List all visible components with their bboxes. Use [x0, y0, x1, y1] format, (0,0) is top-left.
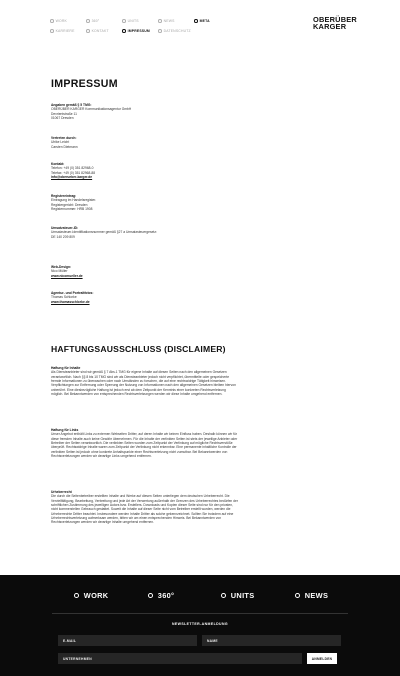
email-field-label: E-MAIL	[63, 638, 77, 643]
circle-icon	[122, 29, 126, 33]
nav-item-label: WORK	[55, 19, 67, 23]
circle-icon	[221, 593, 226, 598]
photos-label: Agentur- und Portraitfotos:	[51, 291, 94, 295]
contact-fax: Telefax: +49 (0) 351 82968-88	[51, 170, 96, 175]
nav-item-label: META	[199, 19, 210, 23]
footer-nav-label: UNITS	[230, 591, 255, 600]
logo[interactable]	[313, 16, 357, 30]
circle-icon	[122, 19, 126, 23]
circle-icon	[86, 29, 90, 33]
webdesign-label: Web-Design:	[51, 265, 72, 269]
nav-item-label: IMPRESSUM	[127, 29, 150, 33]
vat-block	[51, 226, 301, 239]
vat-line: DE 140 209 809	[51, 234, 75, 239]
name-field-label: NAME	[207, 638, 218, 643]
disclaimer-section-copyright	[51, 490, 301, 525]
nav-item-news[interactable]	[158, 19, 185, 23]
register-block	[51, 194, 301, 211]
tmg-line: OBERÜBER KARGER Kommunikationsagentur GmbH	[51, 107, 132, 112]
company-field[interactable]	[58, 653, 302, 664]
disclaimer-section-content	[51, 366, 301, 396]
tmg-line: Devrientstraße 11	[51, 111, 77, 116]
vat-line: Umsatzsteuer-Identifikationsnummer gemäß §27 a Umsatzsteuergesetz:	[51, 230, 157, 235]
webdesign-name: Nico Müller	[51, 269, 68, 274]
footer-nav-label: WORK	[83, 591, 109, 600]
circle-icon	[148, 593, 153, 598]
nav-item-meta[interactable]	[194, 19, 221, 23]
tmg-line: 01067 Dresden	[51, 116, 74, 121]
nav-item-label: DATENSCHUTZ	[163, 29, 191, 33]
webdesign-link[interactable]: www.nicomueller.de	[51, 273, 83, 278]
circle-icon	[50, 19, 54, 23]
disclaimer-section-links	[51, 428, 301, 458]
contact-block	[51, 162, 301, 179]
register-line: Registergericht: Dresden	[51, 202, 88, 207]
nav-item-work[interactable]	[50, 19, 77, 23]
contact-email-link[interactable]: info@oberueber-karger.de	[51, 175, 93, 180]
photos-link[interactable]: www.thomasschlorke.de	[51, 299, 90, 304]
nav-item-label: KARRIERE	[55, 29, 75, 33]
represented-label: Vertreten durch:	[51, 136, 77, 140]
nav-item-kontakt[interactable]	[86, 29, 113, 33]
section-text: Als Diensteanbieter sind wir gemäß § 7 Abs.1 TMG für eigene Inhalte auf diesen Seiten nach den allgemeinen Gesetzen verantwortlich. Nach §§ 8 bis 10 TMG sind wir als Diensteanbieter jedoch nicht verpflichtet, übermittelte oder gespeicherte fremde Informationen zu überwachen oder nach Umständen zu forschen, die auf eine rechtswidrige Tätigkeit hinweisen. Verpflichtungen zur Entfernung oder Sperrung der Nutzung von Informationen nach den allgemeinen Gesetzen bleiben hiervon unberührt. Eine diesbezügliche Haftung ist jedoch erst ab dem Zeitpunkt der Kenntnis einer konkreten Rechtsverletzung möglich. Bei Bekanntwerden von entsprechenden Rechtsverletzungen werden wir diese Inhalte umgehend entfernen.	[51, 370, 236, 397]
nav-item-units[interactable]	[122, 19, 149, 23]
circle-icon	[295, 593, 300, 598]
circle-icon	[50, 29, 54, 33]
represented-line: Carsten Dietmann	[51, 144, 78, 149]
site-header	[0, 0, 400, 60]
webdesign-block	[51, 265, 301, 278]
register-line: Eintragung im Handelsregister.	[51, 198, 97, 203]
nav-row-secondary	[50, 26, 250, 36]
nav-item-impressum[interactable]	[122, 29, 149, 33]
circle-icon	[158, 29, 162, 33]
logo-line-1: OBERÜBER	[313, 15, 357, 24]
page-title: IMPRESSUM	[51, 78, 118, 90]
name-field[interactable]	[202, 635, 341, 646]
footer-divider	[52, 613, 348, 614]
email-field[interactable]	[58, 635, 197, 646]
disclaimer-title: HAFTUNGSAUSSCHLUSS (DISCLAIMER)	[51, 344, 226, 354]
subscribe-button[interactable]: ANMELDEN	[307, 653, 337, 664]
footer-nav-label: NEWS	[304, 591, 329, 600]
nav-item-datenschutz[interactable]	[158, 29, 191, 33]
contact-label: Kontakt:	[51, 162, 65, 166]
nav-row-primary	[50, 16, 250, 26]
circle-icon	[74, 593, 79, 598]
newsletter-title: NEWSLETTER-ANMELDUNG	[171, 622, 229, 626]
vat-label: Umsatzsteuer-ID:	[51, 226, 79, 230]
section-text: Unser Angebot enthält Links zu externen Webseiten Dritter, auf deren Inhalte wir keinen Einfluss haben. Deshalb können wir für diese fremden Inhalte auch keine Gewähr übernehmen. Für die Inhalte der verlinkten Seiten ist stets der jeweilige Anbieter oder Betreiber der Seiten verantwortlich. Die verlinkten Seiten wurden zum Zeitpunkt der Verlinkung auf mögliche Rechtsverstöße überprüft. Rechtswidrige Inhalte waren zum Zeitpunkt der Verlinkung nicht erkennbar. Eine permanente inhaltliche Kontrolle der verlinkten Seiten ist jedoch ohne konkrete Anhaltspunkte einer Rechtsverletzung nicht zumutbar. Bei Bekanntwerden von Rechtsverletzungen werden wir derartige Links umgehend entfernen.	[51, 432, 238, 459]
footer-nav-news[interactable]	[295, 591, 328, 600]
nav-item-label: NEWS	[163, 19, 175, 23]
circle-icon	[158, 19, 162, 23]
site-footer	[0, 575, 400, 676]
register-line: Registernummer: HRB 1908	[51, 207, 93, 212]
photos-name: Thomas Schlorke	[51, 295, 77, 300]
nav-item-label: KONTAKT	[91, 29, 109, 33]
contact-phone: Telefon: +49 (0) 351 82968-0	[51, 166, 94, 171]
main-nav	[50, 16, 250, 36]
section-heading: Urheberrecht	[51, 490, 72, 494]
represented-block	[51, 136, 301, 149]
nav-item-karriere[interactable]	[50, 29, 77, 33]
footer-nav-units[interactable]	[221, 591, 254, 600]
logo-line-2: KARGER	[313, 22, 347, 32]
nav-item-360[interactable]	[86, 19, 113, 23]
circle-icon	[194, 19, 198, 23]
photos-block	[51, 291, 301, 304]
section-heading: Haftung für Inhalte	[51, 366, 81, 370]
footer-nav	[0, 591, 400, 603]
nav-item-label: 360°	[91, 19, 100, 23]
section-heading: Haftung für Links	[51, 428, 79, 432]
nav-item-label: UNITS	[127, 19, 139, 23]
tmg-block	[51, 103, 301, 120]
company-field-label: UNTERNEHMEN	[63, 656, 92, 661]
represented-line: Ulrike Leicht	[51, 140, 70, 145]
circle-icon	[86, 19, 90, 23]
footer-nav-360[interactable]	[148, 591, 174, 600]
footer-nav-work[interactable]	[74, 591, 108, 600]
tmg-label: Angaben gemäß § 5 TMG:	[51, 103, 92, 107]
section-text: Die durch die Seitenbetreiber erstellten Inhalte und Werke auf diesen Seiten unterliegen dem deutschen Urheberrecht. Die Vervielfältigung, Bearbeitung, Verbreitung und jede Art der Verwertung außerhalb der Grenzen des Urheberrechtes bedürfen der schriftlichen Zustimmung des jeweiligen Autors bzw. Erstellers. Downloads und Kopien dieser Seite sind nur für den privaten, nicht kommerziellen Gebrauch gestattet. Soweit die Inhalte auf dieser Seite nicht vom Betreiber erstellt wurden, werden die Urheberrechte Dritter beachtet. Insbesondere werden Inhalte Dritter als solche gekennzeichnet. Sollten Sie trotzdem auf eine Urheberrechtsverletzung aufmerksam werden, bitten wir um einen entsprechenden Hinweis. Bei Bekanntwerden von Rechtsverletzungen werden wir derartige Inhalte umgehend entfernen.	[51, 494, 238, 525]
register-label: Registereintrag:	[51, 194, 77, 198]
footer-nav-label: 360°	[157, 591, 175, 600]
